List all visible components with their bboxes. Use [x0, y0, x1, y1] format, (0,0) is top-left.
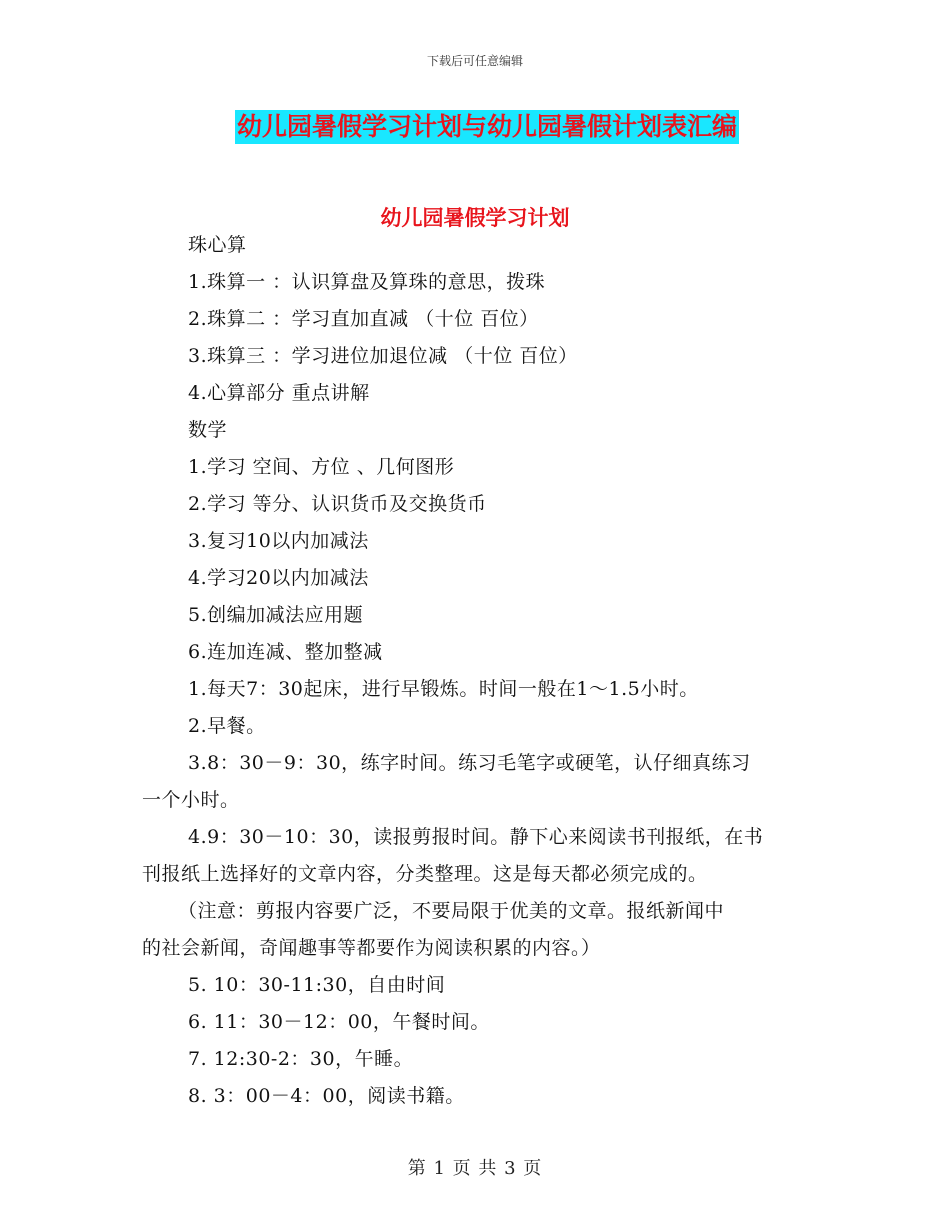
- body-line: 1.学习 空间、方位 、几何图形: [188, 456, 455, 478]
- body-line: 8. 3：00－4：00，阅读书籍。: [188, 1085, 465, 1107]
- body-line: 1.珠算一 ：认识算盘及算珠的意思，拨珠: [188, 271, 546, 293]
- body-line: 1.每天7：30起床，进行早锻炼。时间一般在1～1.5小时。: [188, 678, 699, 700]
- body-line: 2.早餐。: [188, 715, 266, 737]
- body-line: 3.复习10以内加减法: [188, 530, 369, 552]
- page-footer: 第 1 页 共 3 页: [407, 1158, 543, 1179]
- body-line: 6.连加连减、整加整减: [188, 641, 383, 663]
- body-line: 珠心算: [188, 234, 247, 256]
- body-line: 4.学习20以内加减法: [188, 567, 369, 589]
- body-line: 3.8：30－9：30，练字时间。练习毛笔字或硬笔，认仔细真练习: [188, 752, 751, 774]
- body-line: 4.心算部分 重点讲解: [188, 382, 370, 404]
- document-title: 幼儿园暑假学习计划与幼儿园暑假计划表汇编: [235, 110, 739, 144]
- body-line: 数学: [188, 419, 228, 441]
- body-line: 的社会新闻，奇闻趣事等都要作为阅读积累的内容。）: [142, 937, 601, 959]
- body-line: 6. 11：30－12：00，午餐时间。: [188, 1011, 490, 1033]
- body-line: 一个小时。: [142, 789, 240, 811]
- body-line: 2.珠算二 ：学习直加直减 （十位 百位）: [188, 308, 539, 330]
- body-line: （注意：剪报内容要广泛，不要局限于优美的文章。报纸新闻中: [178, 900, 725, 922]
- body-line: 7. 12:30-2：30，午睡。: [188, 1048, 414, 1070]
- body-line: 2.学习 等分、认识货币及交换货币: [188, 493, 487, 515]
- body-line: 5.创编加减法应用题: [188, 604, 364, 626]
- section-title: 幼儿园暑假学习计划: [380, 206, 570, 230]
- header-note: 下载后可任意编辑: [426, 54, 523, 68]
- document-body: [142, 227, 810, 1115]
- body-line: 4.9：30－10：30，读报剪报时间。静下心来阅读书刊报纸，在书: [188, 826, 764, 848]
- body-line: 刊报纸上选择好的文章内容，分类整理。这是每天都必须完成的。: [142, 863, 708, 885]
- body-line: 3.珠算三 ：学习进位加退位减 （十位 百位）: [188, 345, 578, 367]
- body-line: 5. 10：30-11:30，自由时间: [188, 974, 446, 996]
